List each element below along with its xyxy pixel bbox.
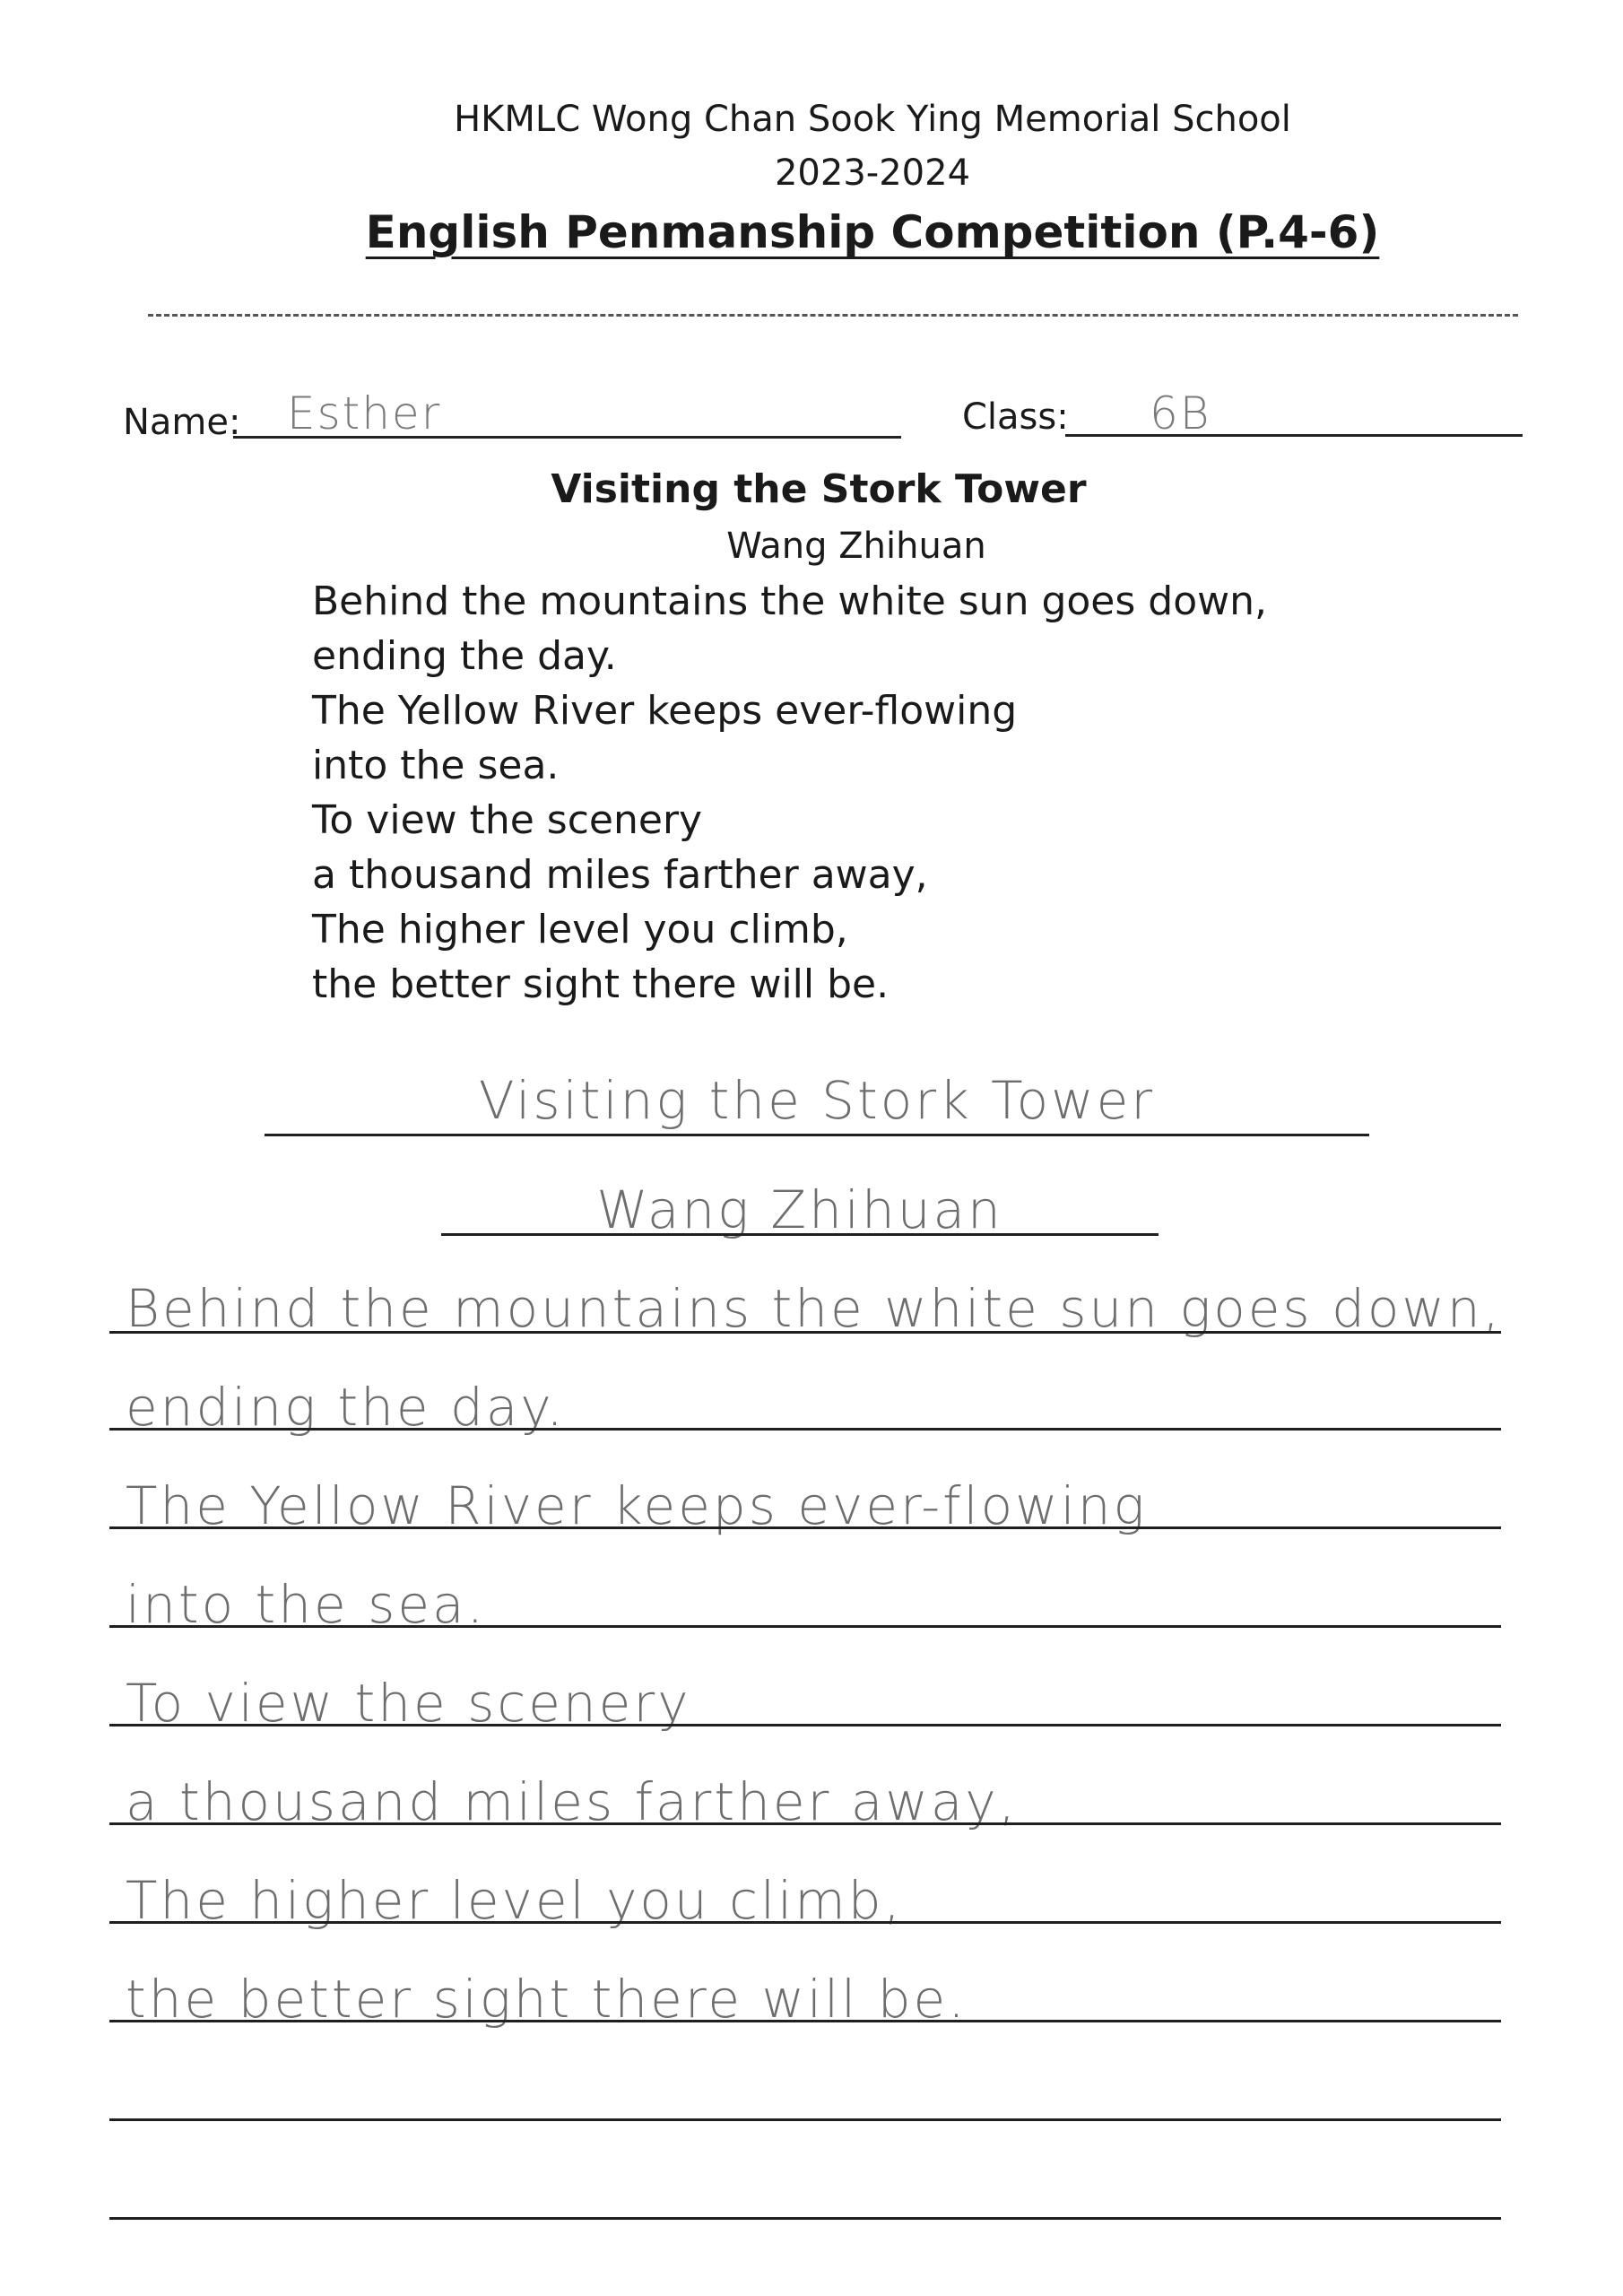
writing-line [441, 1233, 1159, 1236]
handwritten-line: The higher level you climb, [126, 1870, 903, 1931]
poem-text [312, 574, 1267, 1012]
poem-line: To view the scenery [312, 797, 703, 843]
poem-title: Visiting the Stork Tower [551, 466, 1087, 512]
school-name: HKMLC Wong Chan Sook Ying Memorial School [454, 99, 1291, 140]
writing-line [109, 2118, 1501, 2121]
writing-line [109, 1526, 1501, 1529]
writing-line [109, 1331, 1501, 1334]
writing-line [109, 1625, 1501, 1628]
dashed-divider [148, 314, 1518, 317]
poem-line: Behind the mountains the white sun goes down, [312, 578, 1267, 624]
writing-line [109, 2020, 1501, 2022]
handwritten-line: a thousand miles farther away, [126, 1771, 1019, 1832]
handwritten-title: Visiting the Stork Tower [478, 1070, 1156, 1131]
name-label: Name: [123, 402, 241, 443]
poem-author: Wang Zhihuan [726, 526, 986, 567]
competition-title: English Penmanship Competition (P.4-6) [365, 206, 1380, 258]
handwritten-line: Behind the mountains the white sun goes down, [126, 1278, 1503, 1339]
writing-line [109, 1428, 1501, 1431]
poem-line: the better sight there will be. [312, 961, 890, 1007]
writing-line [109, 1724, 1501, 1726]
poem-line: The higher level you climb, [312, 907, 848, 952]
handwritten-line: into the sea. [126, 1574, 487, 1635]
handwritten-line: To view the scenery [126, 1673, 691, 1734]
class-value: 6B [1150, 387, 1211, 439]
writing-line [109, 1822, 1501, 1825]
class-field-line [1065, 434, 1523, 437]
school-year: 2023-2024 [774, 152, 971, 194]
poem-line: a thousand miles farther away, [312, 852, 928, 898]
handwritten-author: Wang Zhihuan [596, 1179, 1003, 1240]
name-value: Esther [287, 387, 442, 439]
writing-line [109, 2217, 1501, 2220]
handwritten-line: ending the day. [126, 1377, 566, 1438]
writing-line [109, 1921, 1501, 1924]
handwritten-line: The Yellow River keeps ever-flowing [126, 1475, 1148, 1536]
writing-line [265, 1134, 1369, 1136]
poem-line: The Yellow River keeps ever-flowing [312, 688, 1018, 734]
poem-line: ending the day. [312, 633, 617, 679]
poem-line: into the sea. [312, 743, 560, 788]
handwritten-line: the better sight there will be. [126, 1969, 968, 2030]
class-label: Class: [962, 396, 1069, 438]
